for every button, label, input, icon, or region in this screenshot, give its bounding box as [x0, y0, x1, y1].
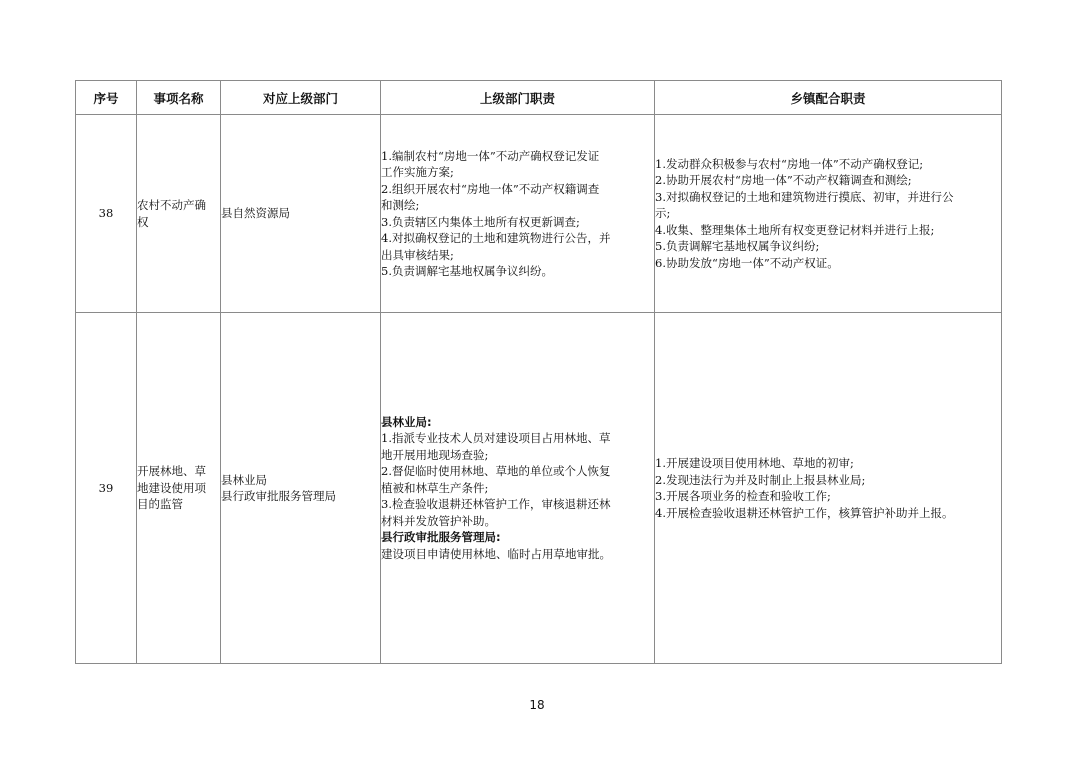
header-serial: 序号 [76, 81, 137, 115]
row-township-duties-line: 示; [655, 206, 671, 221]
row-superior-dept [221, 313, 381, 664]
row-superior-duties-line: 4.对拟确权登记的土地和建筑物进行公告，并 [381, 231, 611, 245]
row-superior-dept-line: 县自然资源局 [221, 206, 290, 221]
row-superior-duties-line: 地开展用地现场查验; [381, 447, 489, 462]
row-superior-duties [381, 115, 655, 313]
row-superior-duties-line: 工作实施方案; [381, 165, 454, 179]
row-superior-duties-line: 县林业局: [381, 414, 432, 429]
row-item-name [137, 313, 221, 664]
row-superior-duties-line: 3.负责辖区内集体土地所有权更新调查; [381, 214, 580, 229]
row-township-duties-line: 2.发现违法行为并及时制止上报县林业局; [655, 472, 866, 487]
row-township-duties-line: 4.收集、整理集体土地所有权变更登记材料并进行上报; [655, 222, 935, 237]
row-superior-duties-line: 建设项目申请使用林地、临时占用草地审批。 [381, 546, 611, 561]
row-superior-duties [381, 313, 655, 664]
row-superior-duties-line: 3.检查验收退耕还林管护工作，审核退耕还林 [381, 497, 611, 512]
header-superior-dept: 对应上级部门 [221, 81, 381, 115]
row-item-name-line: 农村不动产确 [137, 198, 206, 212]
row-superior-duties-line: 1.编制农村“房地一体”不动产确权登记发证 [381, 148, 600, 163]
row-superior-dept [221, 115, 381, 313]
row-serial: 38 [76, 115, 137, 313]
table-row [76, 115, 1002, 313]
row-township-duties-line: 3.对拟确权登记的土地和建筑物进行摸底、初审，并进行公 [655, 189, 954, 204]
table-row [76, 313, 1002, 664]
header-superior-duties: 上级部门职责 [381, 81, 655, 115]
row-superior-dept-line: 县行政审批服务管理局 [221, 489, 336, 503]
row-superior-dept-line: 县林业局 [221, 472, 267, 487]
row-township-duties-line: 5.负责调解宅基地权属争议纠纷; [655, 239, 820, 254]
row-superior-duties-line: 县行政审批服务管理局: [381, 530, 501, 545]
row-superior-duties-line: 和测绘; [381, 198, 420, 212]
row-item-name-line: 权 [137, 214, 149, 229]
row-township-duties-line: 1.发动群众积极参与农村“房地一体”不动产确权登记; [655, 156, 924, 171]
row-township-duties [655, 115, 1002, 313]
row-township-duties [655, 313, 1002, 664]
row-item-name-line: 地建设使用项 [137, 480, 206, 495]
header-township-duties: 乡镇配合职责 [655, 81, 1002, 115]
row-superior-duties-line: 2.督促临时使用林地、草地的单位或个人恢复 [381, 464, 611, 479]
row-item-name [137, 115, 221, 313]
row-item-name-line: 目的监管 [137, 497, 183, 512]
row-township-duties-line: 4.开展检查验收退耕还林管护工作，核算管护补助并上报。 [655, 505, 954, 520]
row-superior-duties-line: 2.组织开展农村“房地一体”不动产权籍调查 [381, 181, 600, 196]
row-township-duties-line: 1.开展建设项目使用林地、草地的初审; [655, 456, 854, 470]
page-number: 18 [529, 698, 545, 712]
row-superior-duties-line: 植被和林草生产条件; [381, 480, 489, 495]
row-township-duties-line: 3.开展各项业务的检查和验收工作; [655, 489, 831, 503]
row-superior-duties-line: 材料并发放管护补助。 [381, 513, 496, 528]
header-row [76, 81, 1002, 115]
row-superior-duties-line: 5.负责调解宅基地权属争议纠纷。 [381, 264, 553, 278]
row-superior-duties-line: 1.指派专业技术人员对建设项目占用林地、草 [381, 431, 611, 446]
row-item-name-line: 开展林地、草 [137, 464, 206, 479]
row-township-duties-line: 6.协助发放“房地一体”不动产权证。 [655, 255, 839, 270]
row-serial: 39 [76, 313, 137, 664]
header-item-name: 事项名称 [137, 81, 221, 115]
row-township-duties-line: 2.协助开展农村“房地一体”不动产权籍调查和测绘; [655, 173, 912, 188]
responsibility-table [75, 80, 1002, 664]
row-superior-duties-line: 出具审核结果; [381, 247, 454, 262]
